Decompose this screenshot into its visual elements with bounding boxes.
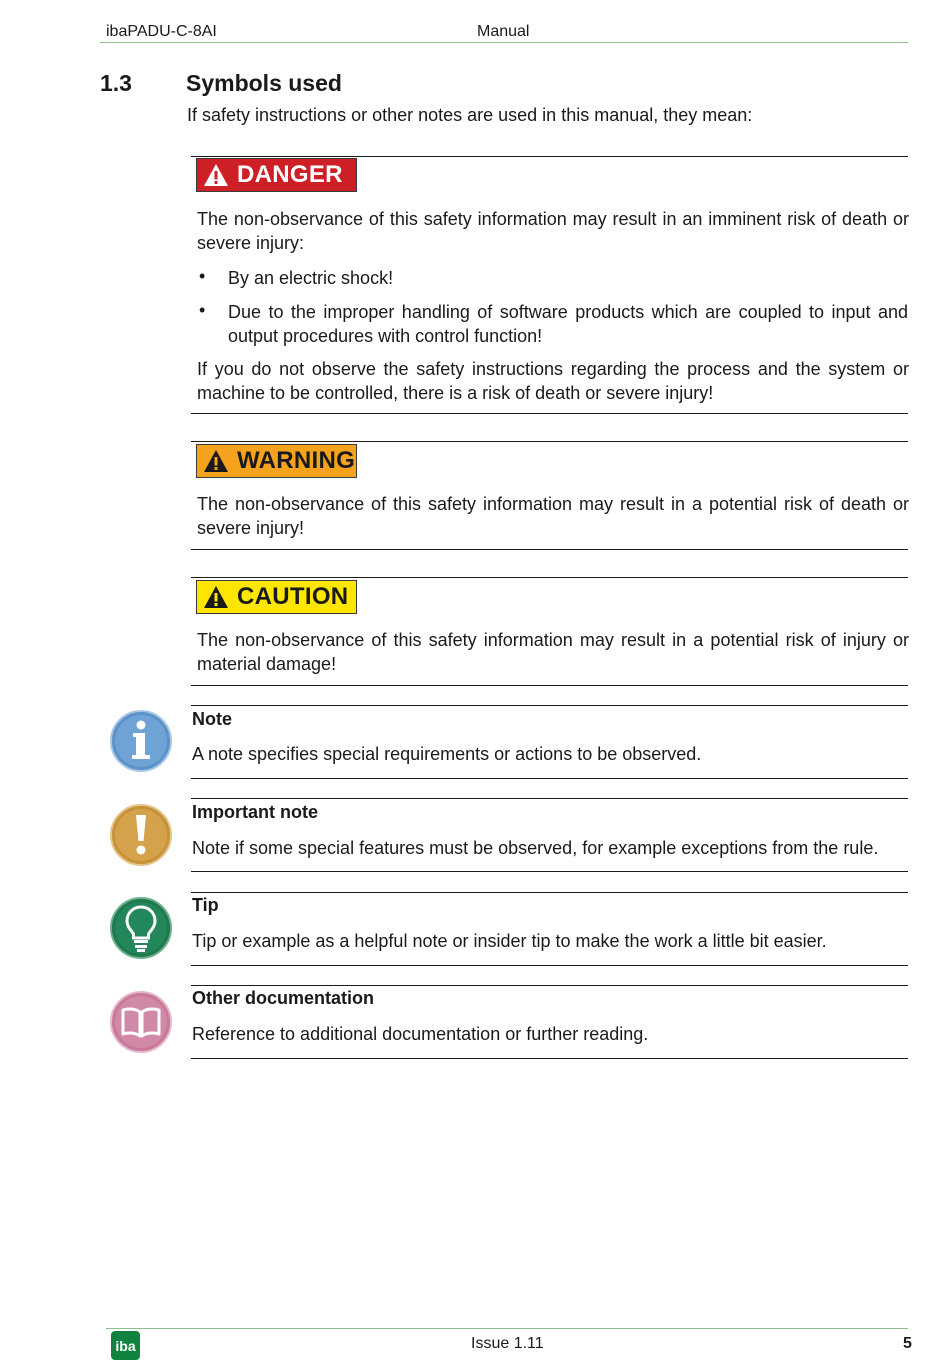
tip-title: Tip [192,895,219,915]
note-top-rule [191,705,908,706]
danger-bottom-rule [191,413,908,414]
warning-label-text: WARNING [237,447,356,474]
note-text: A note specifies special requirements or actions to be observed. [192,744,702,764]
danger-label-text: DANGER [237,161,343,188]
important-note-top-rule [191,798,908,799]
tip-text: Tip or example as a helpful note or insider tip to make the work a little bit easier. [192,931,827,951]
exclamation-icon [109,803,173,867]
other-doc-text: Reference to additional documentation or further reading. [192,1024,649,1044]
tip-top-rule [191,892,908,893]
caution-label [196,580,357,614]
note-bottom-rule [191,778,908,779]
note-title: Note [192,709,232,729]
bullet-marker: • [199,300,206,320]
danger-bullet-2: Due to the improper handling of software products which are coupled to input and output procedures with control function! [228,302,908,346]
header-divider [100,42,908,43]
danger-text: The non-observance of this safety information may result in an imminent risk of death or severe injury: [197,209,909,253]
warning-triangle-icon [203,585,229,609]
other-doc-bottom-rule [191,1058,908,1059]
header-product-name: ibaPADU-C-8AI [106,23,217,40]
danger-label [196,158,357,192]
caution-top-rule [191,577,908,578]
important-note-title: Important note [192,802,318,822]
section-number: 1.3 [100,70,132,96]
caution-label-text: CAUTION [237,583,349,610]
bullet-marker: • [199,266,206,286]
warning-triangle-icon [203,449,229,473]
footer-divider [106,1328,908,1329]
danger-top-rule [191,156,908,157]
warning-bottom-rule [191,549,908,550]
section-title: Symbols used [186,70,342,96]
important-note-text: Note if some special features must be observed, for example exceptions from the rule. [192,838,879,858]
warning-label [196,444,357,478]
caution-text: The non-observance of this safety information may result in a potential risk of injury or material damage! [197,630,909,674]
important-note-bottom-rule [191,871,908,872]
tip-bottom-rule [191,965,908,966]
danger-closing-text: If you do not observe the safety instructions regarding the process and the system or machine to be controlled, there is a risk of death or severe injury! [197,359,909,403]
page-number: 5 [903,1335,912,1352]
footer-issue: Issue 1.11 [471,1335,544,1352]
danger-bullet-1: By an electric shock! [228,268,394,288]
iba-logo-text: iba [115,1337,136,1354]
section-intro: If safety instructions or other notes are used in this manual, they mean: [187,105,753,125]
other-doc-top-rule [191,985,908,986]
iba-logo [111,1331,140,1360]
warning-top-rule [191,441,908,442]
warning-text: The non-observance of this safety information may result in a potential risk of death or severe injury! [197,494,909,538]
warning-triangle-icon [203,163,229,187]
caution-bottom-rule [191,685,908,686]
info-icon [109,709,173,773]
book-icon [109,990,173,1054]
header-doc-type: Manual [477,23,530,40]
lightbulb-icon [109,896,173,960]
other-doc-title: Other documentation [192,988,375,1008]
